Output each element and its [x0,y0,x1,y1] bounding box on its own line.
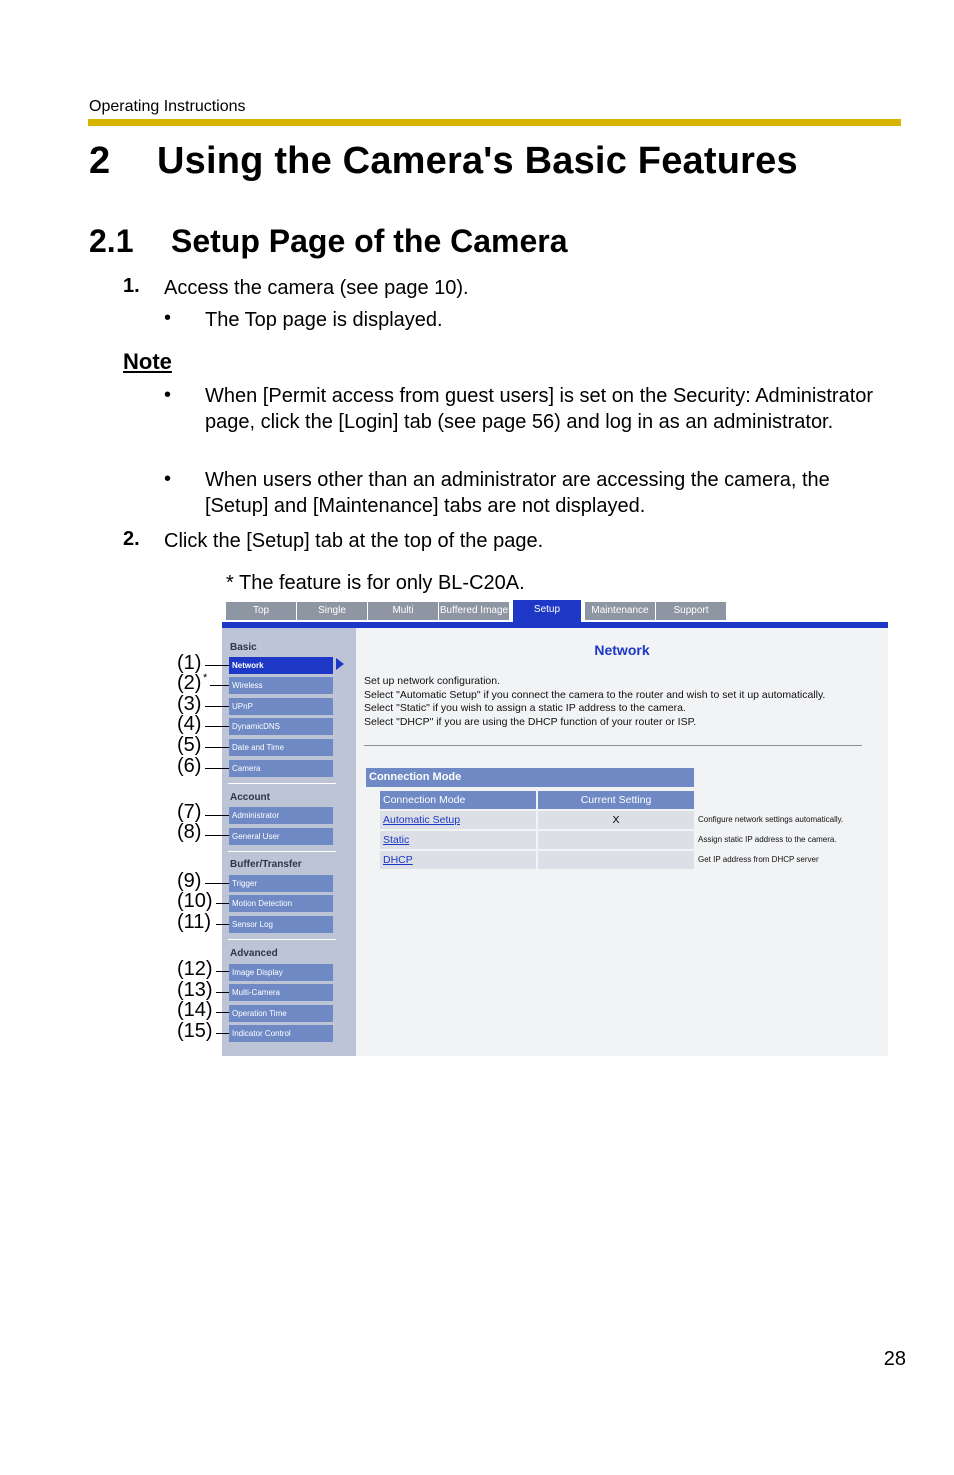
page-number: 28 [883,1348,906,1370]
sidebar-item-administrator[interactable]: Administrator [229,807,333,824]
bullet-dot: • [164,307,172,329]
callout-2: (2) [177,672,202,694]
sidebar-divider [228,939,336,940]
section-number: 2.1 [89,223,134,259]
callout-10: (10) [177,890,213,912]
callout-leader [216,924,229,925]
section-title: Setup Page of the Camera [171,223,568,259]
sidebar-item-indicator-control[interactable]: Indicator Control [229,1025,333,1042]
row-description: Assign static IP address to the camera. [698,835,837,844]
chapter-number: 2 [89,140,111,182]
sidebar-item-date-and-time[interactable]: Date and Time [229,739,333,756]
sidebar-item-sensor-log[interactable]: Sensor Log [229,916,333,933]
step-1-text: Access the camera (see page 10). [164,277,469,299]
step-2-number: 2. [123,528,140,550]
tab-setup[interactable]: Setup [513,600,582,622]
callout-leader [210,685,229,686]
static-link[interactable]: Static [383,834,410,846]
tab-top[interactable]: Top [226,602,297,620]
sidebar-divider [228,783,336,784]
callout-leader [205,665,229,666]
setup-content [356,628,888,1056]
description-line: Set up network configuration. [364,675,500,687]
step-2-text: Click the [Setup] tab at the top of the page. [164,530,544,552]
content-description [364,675,874,729]
callout-8: (8) [177,821,202,843]
chapter-heading [89,140,798,183]
callout-15: (15) [177,1020,213,1042]
callout-leader [205,815,229,816]
row-description: Get IP address from DHCP server [698,855,819,864]
callout-11: (11) [177,911,212,933]
tab-support[interactable]: Support [656,602,727,620]
callout-13: (13) [177,979,213,1001]
sidebar-heading-advanced: Advanced [230,948,278,959]
sidebar-item-upnp[interactable]: UPnP [229,698,333,715]
step-1-number: 1. [123,275,140,297]
sidebar-heading-account: Account [230,792,270,803]
callout-leader [216,992,229,993]
sidebar-item-wireless[interactable]: Wireless [229,677,333,694]
description-line: Select "Static" if you wish to assign a static IP address to the camera. [364,702,686,714]
sidebar-divider [228,851,336,852]
header-rule [88,119,901,126]
sidebar-item-image-display[interactable]: Image Display [229,964,333,981]
automatic-setup-link[interactable]: Automatic Setup [383,814,461,826]
callout-leader [205,726,229,727]
callout-4: (4) [177,713,202,735]
note-title: Note [123,349,172,374]
callout-leader [216,903,229,904]
row-description: Configure network settings automatically. [698,815,844,824]
description-line: Select "DHCP" if you are using the DHCP function of your router or ISP. [364,715,697,728]
sidebar-item-camera[interactable]: Camera [229,760,333,777]
table-row [380,831,536,849]
callout-leader [205,883,229,884]
wireless-asterisk: * [203,672,208,684]
running-header: Operating Instructions [89,98,246,115]
callout-14: (14) [177,999,213,1021]
callout-leader [205,768,229,769]
bullet-dot: • [164,384,172,406]
dhcp-link[interactable]: DHCP [383,854,413,866]
description-line: Select "Automatic Setup" if you connect the camera to the router and wish to set it up automatically. [364,688,826,701]
callout-12: (12) [177,958,213,980]
setup-page-screenshot [222,600,888,1056]
selected-arrow-icon [336,658,344,670]
callout-6: (6) [177,755,202,777]
section-heading [89,223,568,260]
note-bullet-2: When users other than an administrator are accessing the camera, the [Setup] and [Maintenance] tabs are not displayed. [205,469,830,517]
note-bullet-1: When [Permit access from guest users] is set on the Security: Administrator page, click the [Login] tab (see page 56) and log in as an administrator. [205,385,874,433]
tab-maintenance[interactable]: Maintenance [585,602,656,620]
callout-7: (7) [177,801,202,823]
current-setting-cell: X [538,811,694,829]
tab-buffered-image[interactable]: Buffered Image [439,602,510,620]
content-divider [364,745,862,746]
sidebar-item-network[interactable]: Network [229,657,333,674]
footnote: * The feature is for only BL-C20A. [226,572,525,594]
connection-mode-heading: Connection Mode [366,768,694,787]
callout-leader [205,835,229,836]
column-header-current-setting: Current Setting [538,791,694,809]
setup-sidebar [222,628,356,1056]
sidebar-heading-basic: Basic [230,642,257,653]
sidebar-heading-buffer-transfer: Buffer/Transfer [230,859,302,870]
column-header-connection-mode: Connection Mode [380,791,536,809]
callout-9: (9) [177,870,202,892]
callout-leader [216,1012,229,1013]
callout-1: (1) [177,652,202,674]
table-row [380,811,536,829]
step-1-bullet: The Top page is displayed. [205,309,443,331]
chapter-title: Using the Camera's Basic Features [157,140,798,182]
sidebar-item-multi-camera[interactable]: Multi-Camera [229,984,333,1001]
sidebar-item-general-user[interactable]: General User [229,828,333,845]
callout-5: (5) [177,734,202,756]
tab-multi[interactable]: Multi [368,602,439,620]
current-setting-cell [538,831,694,849]
content-title: Network [594,642,650,658]
sidebar-item-dynamicdns[interactable]: DynamicDNS [229,718,333,735]
sidebar-item-motion-detection[interactable]: Motion Detection [229,895,333,912]
bullet-dot: • [164,468,172,490]
tab-bar [222,600,888,622]
callout-3: (3) [177,693,202,715]
callout-leader [216,1033,229,1034]
sidebar-item-operation-time[interactable]: Operation Time [229,1005,333,1022]
callout-leader [216,971,229,972]
sidebar-item-trigger[interactable]: Trigger [229,875,333,892]
callout-leader [205,706,229,707]
callout-leader [205,747,229,748]
tab-single[interactable]: Single [297,602,368,620]
current-setting-cell [538,851,694,869]
table-row [380,851,536,869]
